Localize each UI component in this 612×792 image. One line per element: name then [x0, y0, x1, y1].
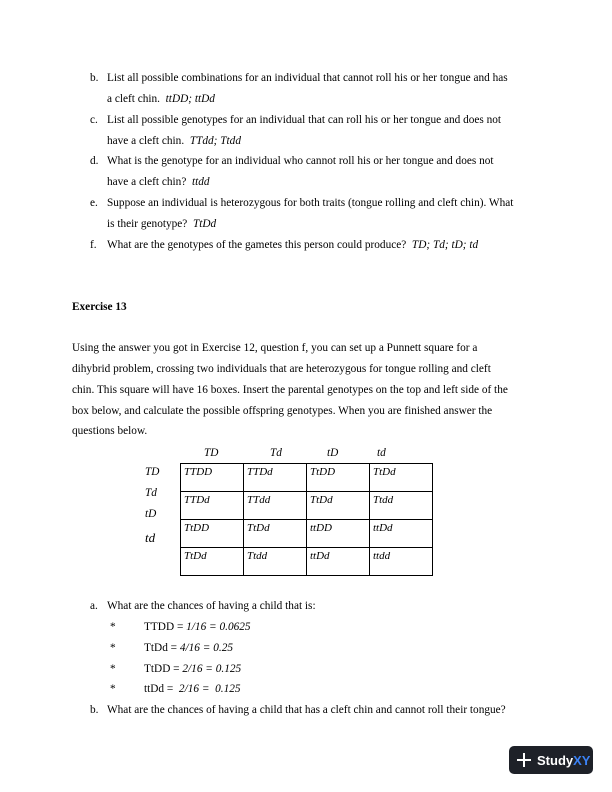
- item-b-line1: List all possible combinations for an individual that cannot roll his or her tongue and has: [107, 72, 508, 84]
- punnett-cell: TTDd: [181, 492, 244, 520]
- punnett-cell: TTDD: [181, 464, 244, 492]
- punnett-left-3: tD: [145, 508, 157, 520]
- punnett-cell: Ttdd: [244, 548, 307, 576]
- item-e-line1: Suppose an individual is heterozygous for both traits (tongue rolling and cleft chin). What: [107, 197, 514, 209]
- punnett-top-4: td: [377, 447, 386, 459]
- punnett-cell: TTdd: [244, 492, 307, 520]
- intro-line-1: Using the answer you got in Exercise 12, question f, you can set up a Punnett square for a: [72, 342, 478, 354]
- punnett-cell: ttdd: [370, 548, 433, 576]
- punnett-cell: ttDD: [307, 520, 370, 548]
- chance-line-1: TTDD = 1/16 = 0.0625: [144, 621, 251, 633]
- punnett-cell: TtDD: [307, 464, 370, 492]
- punnett-row: [181, 464, 433, 492]
- punnett-row: [181, 548, 433, 576]
- item-d-line1: What is the genotype for an individual who cannot roll his or her tongue and does not: [107, 155, 494, 167]
- punnett-cell: TtDd: [370, 464, 433, 492]
- item-f-label: f.: [90, 239, 97, 251]
- punnett-cell: TtDD: [181, 520, 244, 548]
- item-c-line2: have a cleft chin. TTdd; Ttdd: [107, 135, 241, 147]
- punnett-cell: TtDd: [307, 492, 370, 520]
- question-a-text: What are the chances of having a child that is:: [107, 600, 316, 612]
- bullet-1: *: [110, 621, 116, 633]
- punnett-cell: Ttdd: [370, 492, 433, 520]
- intro-line-3: chin. This square will have 16 boxes. Insert the parental genotypes on the top and left side of the: [72, 384, 508, 396]
- punnett-row: [181, 520, 433, 548]
- punnett-row: [181, 492, 433, 520]
- studyxy-badge[interactable]: [509, 746, 593, 774]
- item-d-line2: have a cleft chin? ttdd: [107, 176, 210, 188]
- punnett-cell: TtDd: [181, 548, 244, 576]
- punnett-top-2: Td: [270, 447, 282, 459]
- item-b-label: b.: [90, 72, 99, 84]
- bullet-4: *: [110, 683, 116, 695]
- punnett-left-2: Td: [145, 487, 157, 499]
- item-f-line1: What are the genotypes of the gametes this person could produce? TD; Td; tD; td: [107, 239, 479, 251]
- punnett-square: [180, 463, 433, 576]
- punnett-cell: ttDd: [307, 548, 370, 576]
- chance-line-2: TtDd = 4/16 = 0.25: [144, 642, 234, 654]
- question-a-label: a.: [90, 600, 98, 612]
- item-e-label: e.: [90, 197, 98, 209]
- item-b-line2: a cleft chin. ttDD; ttDd: [107, 93, 215, 105]
- punnett-cell: TTDd: [244, 464, 307, 492]
- badge-brand-accent: XY: [573, 752, 591, 768]
- item-e-answer: TtDd: [192, 218, 217, 230]
- punnett-left-1: TD: [145, 466, 160, 478]
- intro-line-4: box below, and calculate the possible offspring genotypes. When you are finished answer the: [72, 405, 493, 417]
- bullet-2: *: [110, 642, 116, 654]
- bullet-3: *: [110, 663, 116, 675]
- punnett-top-3: tD: [327, 447, 339, 459]
- question-b-text: What are the chances of having a child that has a cleft chin and cannot roll their tongue?: [107, 704, 506, 716]
- punnett-top-1: TD: [204, 447, 219, 459]
- punnett-cell: ttDd: [370, 520, 433, 548]
- question-b-label: b.: [90, 704, 99, 716]
- item-c-line1: List all possible genotypes for an individual that can roll his or her tongue and does not: [107, 114, 502, 126]
- exercise-title: Exercise 13: [72, 301, 127, 313]
- item-d-label: d.: [90, 155, 99, 167]
- chance-line-4: ttDd = 2/16 = 0.125: [144, 683, 241, 695]
- item-c-answer: TTdd; Ttdd: [189, 135, 241, 147]
- item-e-line2: is their genotype? TtDd: [107, 218, 217, 230]
- item-c-label: c.: [90, 114, 98, 126]
- intro-line-5: questions below.: [72, 425, 148, 437]
- badge-brand: Study: [537, 752, 574, 768]
- intro-line-2: dihybrid problem, crossing two individuals that are heterozygous for tongue rolling and cleft: [72, 363, 491, 375]
- chance-line-3: TtDD = 2/16 = 0.125: [144, 663, 242, 675]
- punnett-left-4: td: [145, 530, 156, 545]
- item-b-answer: ttDD; ttDd: [165, 93, 215, 105]
- item-d-answer: ttdd: [192, 176, 210, 188]
- punnett-cell: TtDd: [244, 520, 307, 548]
- plus-icon: [517, 753, 531, 767]
- item-f-answer: TD; Td; tD; td: [411, 239, 479, 251]
